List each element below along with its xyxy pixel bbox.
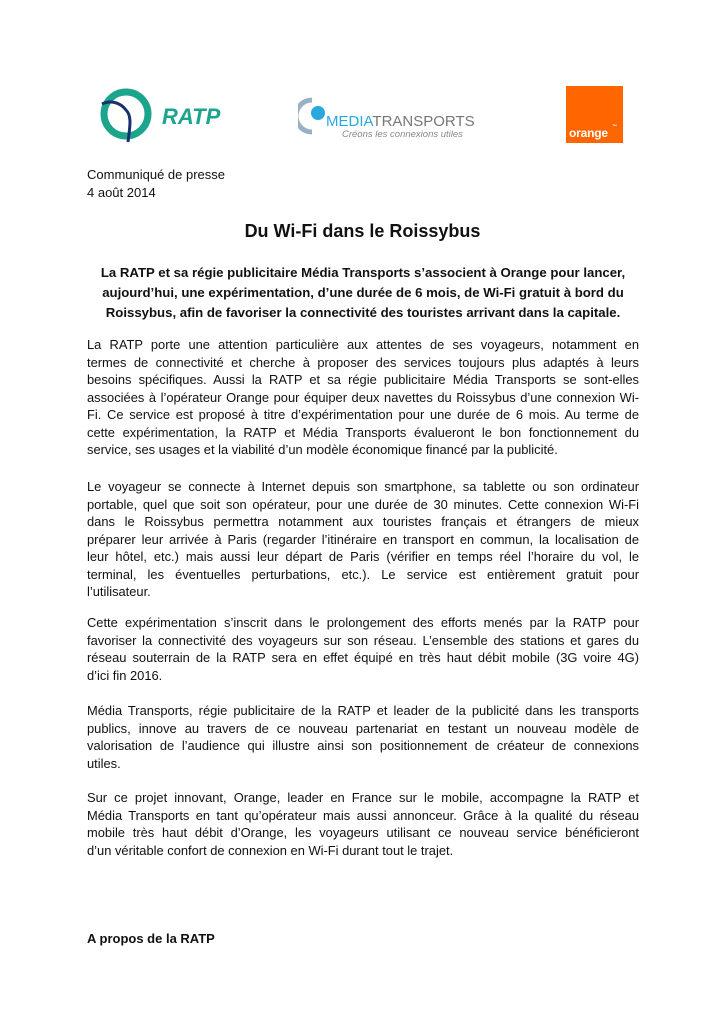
body-paragraph-3 [87, 614, 639, 684]
text-line: portable, quel que soit son opérateur, pour une durée de 30 minutes. Cette connexion Wi-Fi [87, 496, 639, 512]
body-paragraph-1 [87, 336, 639, 459]
text-line: Média Transports, régie publicitaire de la RATP et leader de la publicité dans les transports [87, 703, 639, 718]
document-type: Communiqué de presse [87, 167, 226, 182]
document-date: 4 août 2014 [87, 184, 156, 200]
body-paragraph-4 [87, 702, 639, 772]
text-line: publics, innove au travers de ce nouveau partenariat en testant un nouveau modèle de [87, 720, 639, 736]
mediatransports-logo [298, 96, 498, 140]
svg-text:MEDIATRANSPORTS: MEDIATRANSPORTS [326, 113, 475, 130]
text-line: préparer leur arrivée à Paris (regarder l’itinéraire en transport en commun, la localisation de [87, 531, 639, 547]
text-line: Cette expérimentation s’inscrit dans le prolongement des efforts menés par la RATP pour [87, 615, 639, 630]
text-line: terminal, les éventuelles perturbations, etc.). Le service est entièrement gratuit pour [87, 566, 639, 582]
ratp-logo [100, 86, 245, 144]
text-line: associées à l’opérateur Orange pour équiper deux navettes du Roissybus d’une connexion Wi- [87, 389, 639, 405]
press-release-meta [87, 166, 225, 201]
page-title: Du Wi-Fi dans le Roissybus [244, 221, 481, 241]
body-paragraph-2 [87, 478, 639, 601]
text-line: service, ses usages et la viabilité d’un modèle économique financé par la publicité. [87, 442, 558, 457]
svg-text:Créons les connexions utiles: Créons les connexions utiles [342, 129, 463, 140]
text-line: Sur ce projet innovant, Orange, leader en France sur le mobile, accompagne la RATP et [87, 790, 639, 805]
text-line: utiles. [87, 755, 121, 771]
orange-logo-text: orange [569, 126, 608, 140]
text-line: besoins spécifiques. Aussi la RATP et sa régie publicitaire Média Transports se sont-elles [87, 372, 639, 387]
text-line: Média Transports en tant qu’opérateur mais aussi annonceur. Grâce à la qualité du réseau [87, 807, 639, 823]
orange-logo: orange ™ [566, 86, 623, 143]
text-line: valorisation de l’audience qui illustre ainsi son positionnement de créateur de connexions [87, 738, 639, 753]
body-paragraph-5 [87, 789, 639, 859]
text-line: Le voyageur se connecte à Internet depuis son smartphone, sa tablette ou son ordinateur [87, 479, 639, 494]
text-line: cette expérimentation, la RATP et Média Transports évalueront le bon fonctionnement du [87, 424, 639, 440]
svg-text:RATP: RATP [162, 104, 221, 129]
text-line: mobile très haut débit d’Orange, les voyageurs utilisant ce nouveau service bénéficieront [87, 825, 639, 840]
text-line: favoriser la connectivité des voyageurs sur son réseau. L’ensemble des stations et gares du [87, 632, 639, 648]
text-line: Fi. Ce service est proposé à titre d’expérimentation pour une durée de 6 mois. Au terme de [87, 407, 639, 422]
text-line: La RATP porte une attention particulière aux attentes de ses voyageurs, notamment en [87, 337, 639, 352]
text-line: Roissybus, afin de favoriser la connectivité des touristes arrivant dans la capitale. [105, 305, 621, 320]
text-line: l’utilisateur. [87, 584, 151, 599]
text-line: termes de connectivité et cherche à proposer des services toujours plus adaptés à leurs [87, 354, 639, 370]
text-line: d’ici fin 2016. [87, 667, 163, 683]
text-line: aujourd’hui, une expérimentation, d’une durée de 6 mois, de Wi-Fi gratuit à bord du [102, 285, 624, 300]
text-line: La RATP et sa régie publicitaire Média Transports s’associent à Orange pour lancer, [100, 265, 626, 280]
text-line: réseau souterrain de la RATP sera en effet équipé en très haut débit mobile (3G voire 4G) [87, 650, 639, 665]
section-heading-about-ratp: A propos de la RATP [87, 931, 215, 946]
text-line: d’un véritable confort de connexion en Wi-Fi durant tout le trajet. [87, 842, 454, 858]
text-line: leur hôtel, etc.) mais aussi leur départ de Paris (vérifier en temps réel l’horaire du vol, le [87, 549, 639, 564]
text-line: dans le Roissybus permettra notamment aux touristes français et étrangers de mieux [87, 514, 639, 529]
lead-paragraph [87, 263, 639, 323]
